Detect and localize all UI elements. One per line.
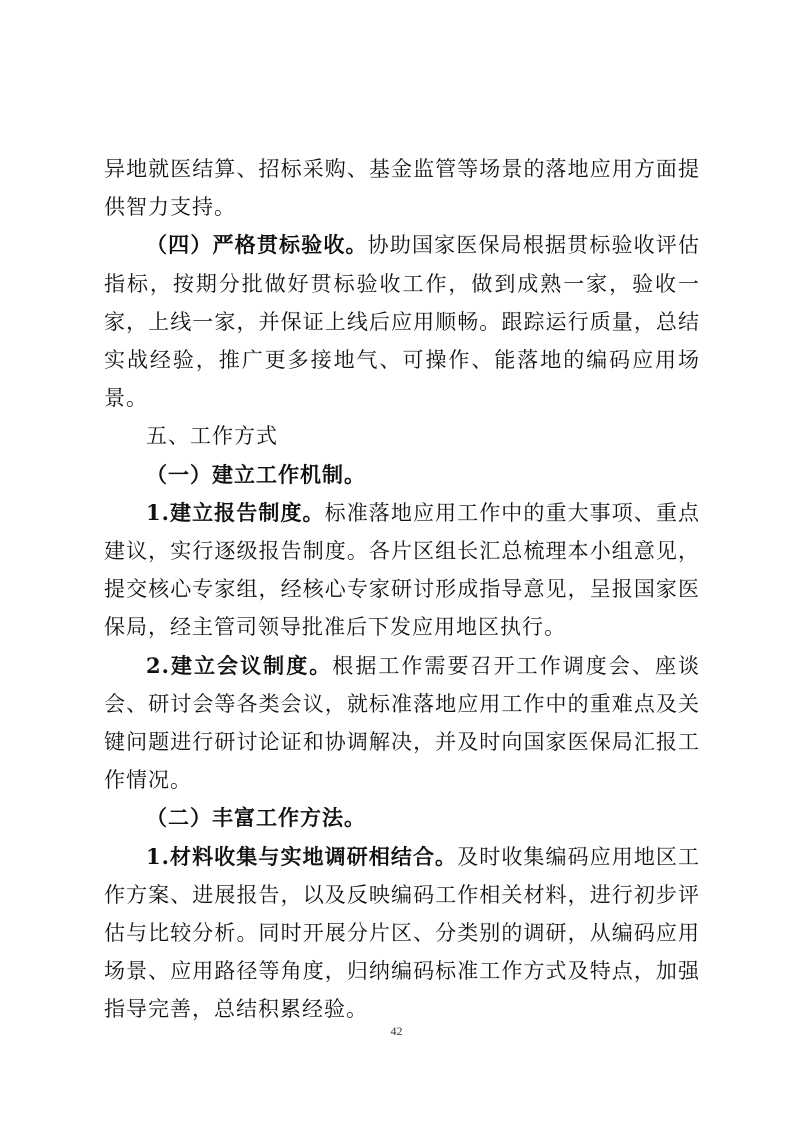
paragraph-meeting-system [104,647,700,800]
paragraph-text: 标准落地应用工作中的重大事项、重点建议，实行逐级报告制度。各片区组长汇总梳理本小组意见，提交核心专家组，经核心专家研讨形成指导意见，呈报国家医保局，经主管司领导批准后下发应用地区执行。 [104,500,700,640]
paragraph-text: 异地就医结算、招标采购、基金监管等场景的落地应用方面提供智力支持。 [104,157,700,220]
paragraph-heading: （一）建立工作机制。 [146,461,366,487]
paragraph-text: 五、工作方式 [146,424,278,449]
paragraph-heading: 2.建立会议制度。 [146,652,333,678]
paragraph-heading: （二）丰富工作方法。 [146,805,366,831]
paragraph-heading: 1.材料收集与实地调研相结合。 [146,843,458,869]
paragraph-heading: （四）严格贯标验收。 [146,232,368,258]
subheading-work-approaches [104,799,700,837]
paragraph-continuation [104,150,700,226]
paragraph-reporting-system [104,494,700,647]
section-heading-work-methods [104,417,700,455]
document-body [104,150,700,1029]
paragraph-material-collection [104,838,700,1029]
paragraph-strict-acceptance [104,226,700,417]
subheading-work-mechanism [104,456,700,494]
paragraph-heading: 1.建立报告制度。 [146,499,325,525]
page-number: 42 [390,1024,403,1038]
paragraph-text: 根据工作需要召开工作调度会、座谈会、研讨会等各类会议，就标准落地应用工作中的重难点及关键问题进行研讨论证和协调解决，并及时向国家医保局汇报工作情况。 [104,653,700,793]
paragraph-text: 协助国家医保局根据贯标验收评估指标，按期分批做好贯标验收工作，做到成熟一家，验收一家，上线一家，并保证上线后应用顺畅。跟踪运行质量，总结实战经验，推广更多接地气、可操作、能落地的编码应用场景。 [104,233,701,411]
paragraph-text: 及时收集编码应用地区工作方案、进展报告，以及反映编码工作相关材料，进行初步评估与比较分析。同时开展分片区、分类别的调研，从编码应用场景、应用路径等角度，归纳编码标准工作方式及特点，加强指导完善，总结积累经验。 [104,844,701,1022]
